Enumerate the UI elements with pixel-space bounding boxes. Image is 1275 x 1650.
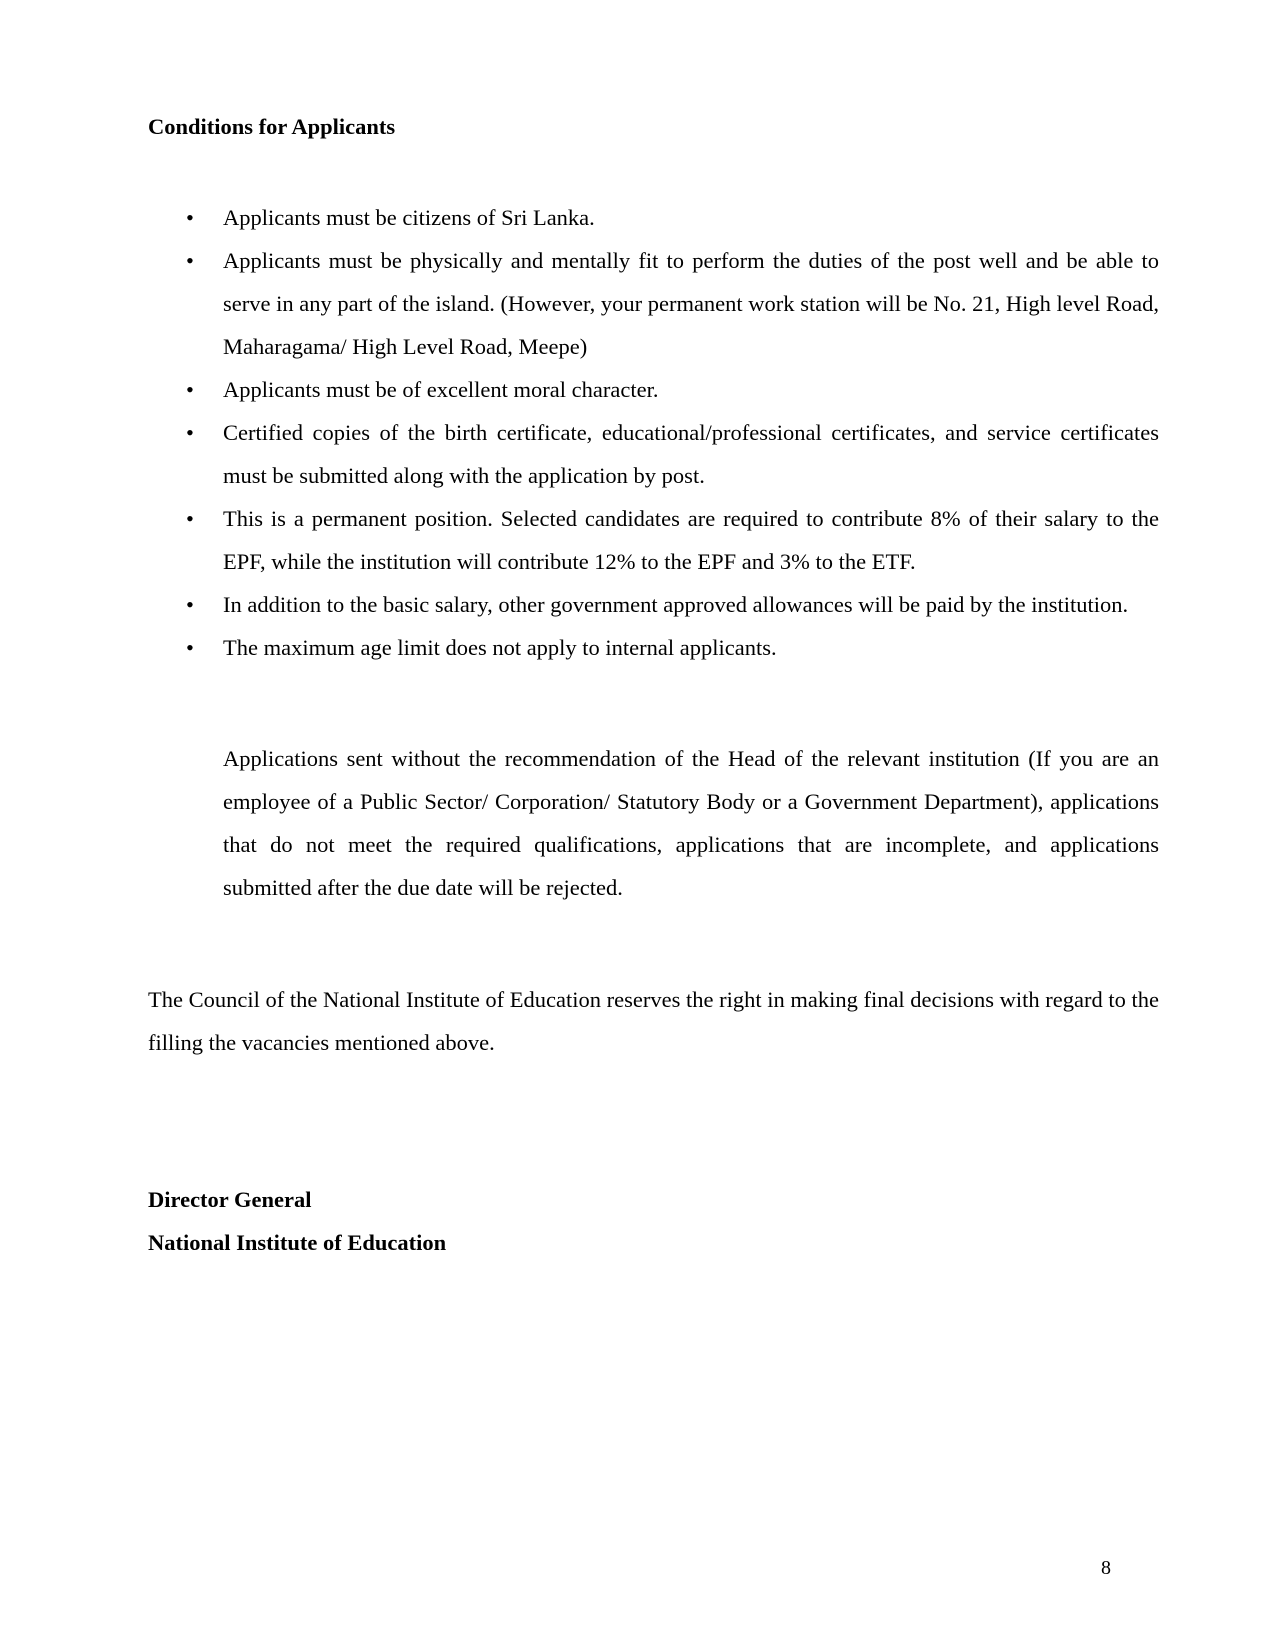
bullet-icon: • bbox=[186, 205, 194, 230]
bullet-icon: • bbox=[186, 506, 194, 531]
rejection-note: Applications sent without the recommendation of the Head of the relevant institution (If you are an employee of a Public Sector/ Corporation/ Statutory Body or a Government Department), applications that do not meet the required qualifications, applications that are incomplete, and applications submitted after the due date will be rejected. bbox=[223, 746, 1159, 900]
signatory-title: Director General bbox=[148, 1187, 312, 1212]
council-statement: The Council of the National Institute of Education reserves the right in making final decisions with regard to the filling the vacancies mentioned above. bbox=[148, 987, 1159, 1055]
condition-text: In addition to the basic salary, other government approved allowances will be paid by the institution. bbox=[223, 592, 1129, 617]
bullet-icon: • bbox=[186, 420, 194, 445]
list-item bbox=[148, 368, 1159, 411]
page-number: 8 bbox=[1101, 1557, 1111, 1579]
condition-text: Applicants must be of excellent moral character. bbox=[223, 377, 659, 402]
condition-text: Applicants must be physically and mentally fit to perform the duties of the post well and be able to serve in any part of the island. (However, your permanent work station will be No. 21, High level Road, Maharagama/ High Level Road, Meepe) bbox=[223, 248, 1159, 359]
condition-text: Certified copies of the birth certificate, educational/professional certificates, and service certificates must be submitted along with the application by post. bbox=[223, 420, 1159, 488]
section-heading: Conditions for Applicants bbox=[148, 114, 396, 139]
list-item bbox=[148, 196, 1159, 239]
condition-text: Applicants must be citizens of Sri Lanka. bbox=[223, 205, 595, 230]
conditions-list bbox=[148, 196, 1159, 669]
signatory-institution: National Institute of Education bbox=[148, 1230, 447, 1255]
signature-block bbox=[148, 1178, 446, 1264]
list-item bbox=[148, 411, 1159, 497]
condition-text: This is a permanent position. Selected candidates are required to contribute 8% of their salary to the EPF, while the institution will contribute 12% to the EPF and 3% to the ETF. bbox=[223, 506, 1159, 574]
bullet-icon: • bbox=[186, 248, 194, 273]
condition-text: The maximum age limit does not apply to internal applicants. bbox=[223, 635, 777, 660]
list-item bbox=[148, 239, 1159, 368]
list-item bbox=[148, 626, 1159, 669]
bullet-icon: • bbox=[186, 377, 194, 402]
bullet-icon: • bbox=[186, 635, 194, 660]
list-item bbox=[148, 497, 1159, 583]
list-item bbox=[148, 583, 1159, 626]
bullet-icon: • bbox=[186, 592, 194, 617]
